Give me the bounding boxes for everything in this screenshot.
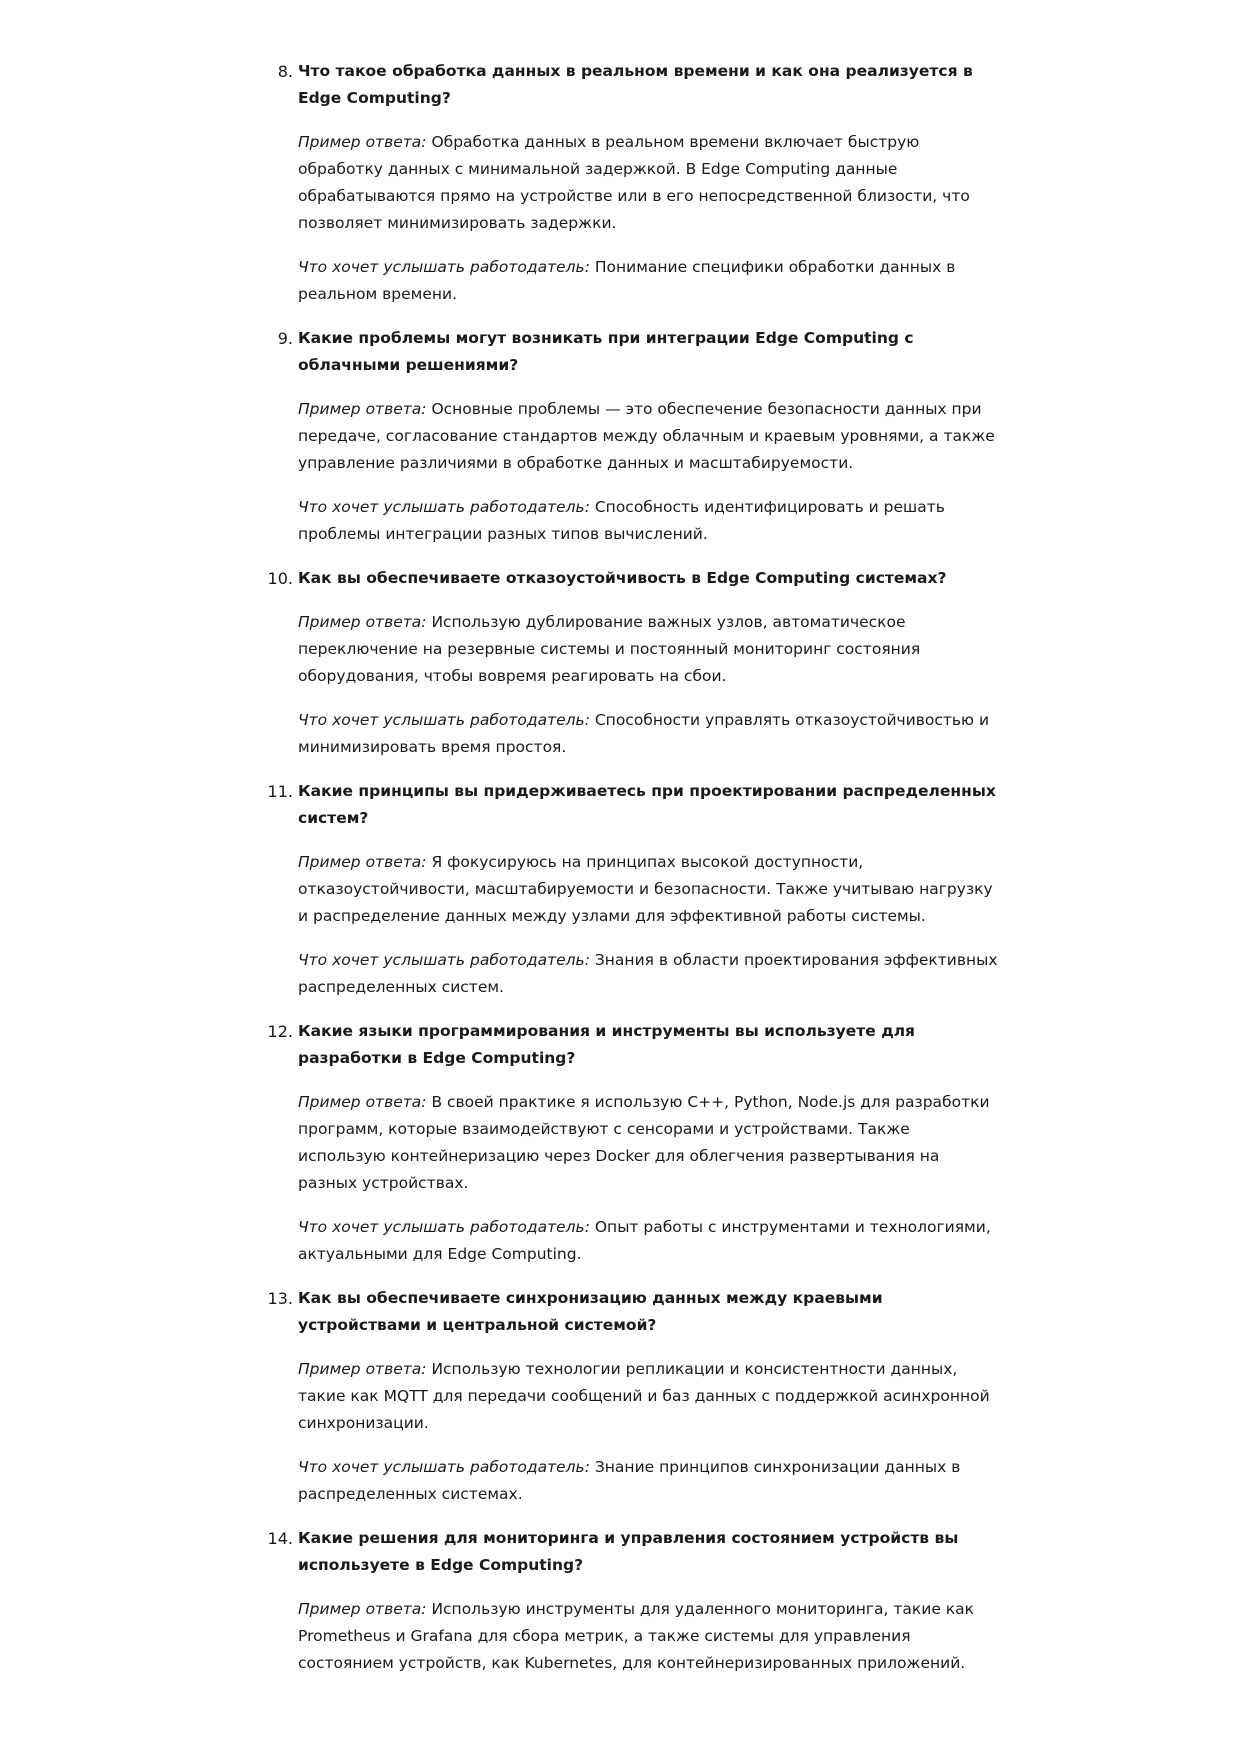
employer-expectation-label: Что хочет услышать работодатель: [298,951,590,969]
example-answer-label: Пример ответа: [298,1360,427,1378]
employer-expectation-text: Способность идентифицировать и решать проблемы интеграции разных типов вычислений. [298,498,945,543]
example-answer-label: Пример ответа: [298,1093,427,1111]
question-number: 9. [277,329,293,348]
question-number: 8. [277,62,293,81]
employer-expectation-text: Понимание специфики обработки данных в реальном времени. [298,258,956,303]
example-answer [298,396,998,477]
question-number: 14. [267,1529,293,1548]
question-title: Как вы обеспечиваете отказоустойчивость в Edge Computing системах? [298,569,947,587]
example-answer-label: Пример ответа: [298,853,427,871]
question-number: 10. [267,569,293,588]
example-answer [298,1596,998,1677]
example-answer-label: Пример ответа: [298,133,427,151]
question-title: Какие решения для мониторинга и управления состоянием устройств вы используете в Edge Computing? [298,1529,959,1574]
question-number: 11. [267,782,293,801]
question-item [277,325,998,548]
employer-expectation-text: Знание принципов синхронизации данных в распределенных системах. [298,1458,961,1503]
example-answer [298,609,998,690]
example-answer-text: Использую технологии репликации и консистентности данных, такие как MQTT для передачи сообщений и баз данных с поддержкой асинхронной синхронизации. [298,1360,990,1432]
example-answer-label: Пример ответа: [298,400,427,418]
question-title: Какие принципы вы придерживаетесь при проектировании распределенных систем? [298,782,996,827]
employer-expectation-text: Способности управлять отказоустойчивостью и минимизировать время простоя. [298,711,990,756]
example-answer-label: Пример ответа: [298,613,427,631]
example-answer-text: Основные проблемы — это обеспечение безопасности данных при передаче, согласование стандартов между облачным и краевым уровнями, а также управление различиями в обработке данных и масштабируемости. [298,400,995,472]
example-answer-text: Использую инструменты для удаленного мониторинга, такие как Prometheus и Grafana для сбора метрик, а также системы для управления состоянием устройств, как Kubernetes, для контейнеризированных приложений. [298,1600,975,1672]
employer-expectation [298,947,998,1001]
question-item [267,778,998,1001]
employer-expectation-label: Что хочет услышать работодатель: [298,1458,590,1476]
employer-expectation [298,254,998,308]
example-answer-text: Использую дублирование важных узлов, автоматическое переключение на резервные системы и постоянный мониторинг состояния оборудования, чтобы вовремя реагировать на сбои. [298,613,921,685]
question-list [267,58,998,1694]
example-answer-label: Пример ответа: [298,1600,427,1618]
question-title: Как вы обеспечиваете синхронизацию данных между краевыми устройствами и центральной системой? [298,1289,883,1334]
question-title: Какие проблемы могут возникать при интеграции Edge Computing с облачными решениями? [298,329,914,374]
example-answer-text: В своей практике я использую C++, Python, Node.js для разработки программ, которые взаимодействуют с сенсорами и устройствами. Также использую контейнеризацию через Docker для облегчения развертывания на разных устройствах. [298,1093,990,1192]
employer-expectation [298,494,998,548]
question-number: 13. [267,1289,293,1308]
example-answer-text: Я фокусируюсь на принципах высокой доступности, отказоустойчивости, масштабируемости и безопасности. Также учитываю нагрузку и распределение данных между узлами для эффективной работы системы. [298,853,993,925]
example-answer [298,1356,998,1437]
question-item [267,1285,998,1508]
question-item [277,58,998,308]
question-title: Что такое обработка данных в реальном времени и как она реализуется в Edge Computing? [298,62,973,107]
employer-expectation [298,707,998,761]
employer-expectation-label: Что хочет услышать работодатель: [298,711,590,729]
question-item [267,565,998,761]
question-number: 12. [267,1022,293,1041]
employer-expectation [298,1454,998,1508]
employer-expectation-text: Опыт работы с инструментами и технологиями, актуальными для Edge Computing. [298,1218,991,1263]
example-answer [298,849,998,930]
employer-expectation-text: Знания в области проектирования эффективных распределенных систем. [298,951,998,996]
example-answer [298,129,998,237]
employer-expectation-label: Что хочет услышать работодатель: [298,498,590,516]
employer-expectation-label: Что хочет услышать работодатель: [298,1218,590,1236]
employer-expectation [298,1214,998,1268]
employer-expectation-label: Что хочет услышать работодатель: [298,258,590,276]
example-answer-text: Обработка данных в реальном времени включает быструю обработку данных с минимальной задержкой. В Edge Computing данные обрабатываются прямо на устройстве или в его непосредственной близости, что позволяет минимизировать задержки. [298,133,970,232]
question-item [267,1525,998,1677]
question-item [267,1018,998,1268]
question-title: Какие языки программирования и инструменты вы используете для разработки в Edge Computing? [298,1022,916,1067]
example-answer [298,1089,998,1197]
